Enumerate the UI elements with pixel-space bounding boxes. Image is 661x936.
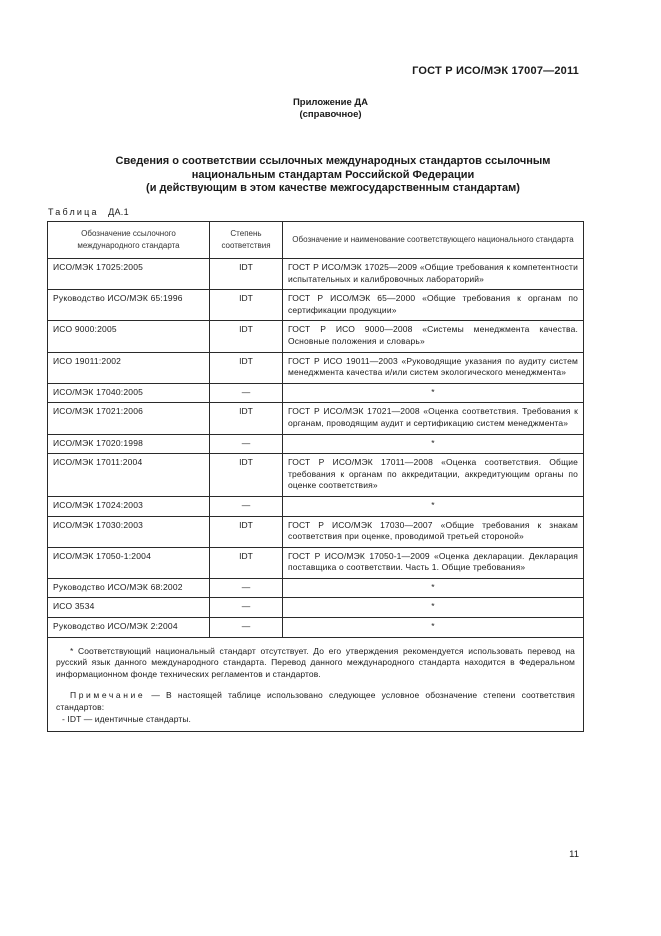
cell-international-standard: ИСО/МЭК 17021:2006 <box>48 403 210 434</box>
cell-international-standard: ИСО/МЭК 17024:2003 <box>48 496 210 516</box>
cell-national-standard: ГОСТ Р ИСО/МЭК 17025—2009 «Общие требования к компетентности испытательных и калибровочных лабораторий» <box>283 259 584 290</box>
cell-international-standard: ИСО/МЭК 17025:2005 <box>48 259 210 290</box>
cell-international-standard: Руководство ИСО/МЭК 2:2004 <box>48 618 210 638</box>
cell-degree: IDT <box>210 454 283 497</box>
cell-national-standard: ГОСТ Р ИСО 9000—2008 «Системы менеджмента качества. Основные положения и словарь» <box>283 321 584 352</box>
cell-national-standard: * <box>283 383 584 403</box>
header-national-standard: Обозначение и наименование соответствующего национального стандарта <box>283 222 584 259</box>
cell-degree: IDT <box>210 321 283 352</box>
cell-degree: — <box>210 496 283 516</box>
table-row <box>48 516 584 547</box>
cell-degree: IDT <box>210 352 283 383</box>
table-row <box>48 618 584 638</box>
header-international-standard: Обозначение ссылочного международного стандарта <box>48 222 210 259</box>
table-caption-label: Таблица <box>48 207 99 217</box>
table-row <box>48 352 584 383</box>
cell-degree: — <box>210 618 283 638</box>
cell-national-standard: ГОСТ Р ИСО/МЭК 65—2000 «Общие требования к органам по сертификации продукции» <box>283 290 584 321</box>
correspondence-table <box>47 221 584 732</box>
cell-degree: IDT <box>210 516 283 547</box>
cell-international-standard: ИСО/МЭК 17040:2005 <box>48 383 210 403</box>
cell-degree: IDT <box>210 290 283 321</box>
note-label: Примечание <box>70 690 146 701</box>
section-title <box>60 155 606 196</box>
footnote: * Соответствующий национальный стандарт отсутствует. До его утверждения рекомендуется использовать перевод на русский язык данного международного стандарта. Перевод данного международного стандарта находится в Федеральном информационном фонде технических регламентов и стандартов. <box>56 645 575 679</box>
note <box>56 690 575 713</box>
cell-national-standard: ГОСТ Р ИСО/МЭК 17030—2007 «Общие требования к знакам соответствия при оценке, проводимой третьей стороной» <box>283 516 584 547</box>
cell-international-standard: ИСО 3534 <box>48 598 210 618</box>
table-row <box>48 383 584 403</box>
title-line: Сведения о соответствии ссылочных международных стандартов ссылочным <box>115 155 551 167</box>
table-header-row <box>48 222 584 259</box>
table-row <box>48 434 584 454</box>
cell-degree: IDT <box>210 403 283 434</box>
table-row <box>48 454 584 497</box>
page-number: 11 <box>569 849 579 860</box>
table-row <box>48 321 584 352</box>
appendix-title: Приложение ДА <box>292 97 369 108</box>
table-row <box>48 547 584 578</box>
cell-degree: IDT <box>210 259 283 290</box>
appendix-type: (справочное) <box>299 109 362 120</box>
table-row <box>48 403 584 434</box>
table-row <box>48 290 584 321</box>
cell-international-standard: ИСО 19011:2002 <box>48 352 210 383</box>
cell-national-standard: * <box>283 598 584 618</box>
cell-national-standard: ГОСТ Р ИСО 19011—2003 «Руководящие указания по аудиту систем менеджмента качества и/или систем экологического менеджмента» <box>283 352 584 383</box>
cell-degree: — <box>210 383 283 403</box>
table-footer-row <box>48 637 584 732</box>
appendix-heading <box>0 97 661 121</box>
document-header: ГОСТ Р ИСО/МЭК 17007—2011 <box>412 65 579 77</box>
cell-degree: IDT <box>210 547 283 578</box>
cell-international-standard: Руководство ИСО/МЭК 68:2002 <box>48 578 210 598</box>
note-list-item: - IDT — идентичные стандарты. <box>62 713 192 724</box>
cell-international-standard: ИСО 9000:2005 <box>48 321 210 352</box>
cell-national-standard: ГОСТ Р ИСО/МЭК 17021—2008 «Оценка соответствия. Требования к органам, проводящим аудит и сертификацию систем менеджмента» <box>283 403 584 434</box>
cell-national-standard: * <box>283 496 584 516</box>
cell-international-standard: ИСО/МЭК 17011:2004 <box>48 454 210 497</box>
cell-international-standard: ИСО/МЭК 17020:1998 <box>48 434 210 454</box>
cell-degree: — <box>210 578 283 598</box>
cell-international-standard: Руководство ИСО/МЭК 65:1996 <box>48 290 210 321</box>
table-body <box>48 259 584 732</box>
cell-international-standard: ИСО/МЭК 17050-1:2004 <box>48 547 210 578</box>
cell-degree: — <box>210 434 283 454</box>
title-line: национальным стандартам Российской Федерации <box>191 168 475 181</box>
title-line: (и действующим в этом качестве межгосударственным стандартам) <box>146 182 520 194</box>
cell-national-standard: * <box>283 618 584 638</box>
cell-national-standard: ГОСТ Р ИСО/МЭК 17011—2008 «Оценка соответствия. Общие требования к органам по аккредитации, аккредитующим органы по оценке соответствия» <box>283 454 584 497</box>
table-row <box>48 259 584 290</box>
cell-national-standard: * <box>283 434 584 454</box>
table-footer <box>48 637 584 732</box>
table-caption <box>48 207 129 217</box>
table-caption-number: ДА.1 <box>108 207 129 217</box>
cell-international-standard: ИСО/МЭК 17030:2003 <box>48 516 210 547</box>
header-degree: Степень соответствия <box>210 222 283 259</box>
cell-degree: — <box>210 598 283 618</box>
cell-national-standard: * <box>283 578 584 598</box>
table-row <box>48 598 584 618</box>
cell-national-standard: ГОСТ Р ИСО/МЭК 17050-1—2009 «Оценка декларации. Декларация поставщика о соответствии. Часть 1. Общие требования» <box>283 547 584 578</box>
table-row <box>48 578 584 598</box>
note-text: — В настоящей таблице использовано следующее условное обозначение степени соответствия стандартов: <box>56 690 575 713</box>
table-row <box>48 496 584 516</box>
